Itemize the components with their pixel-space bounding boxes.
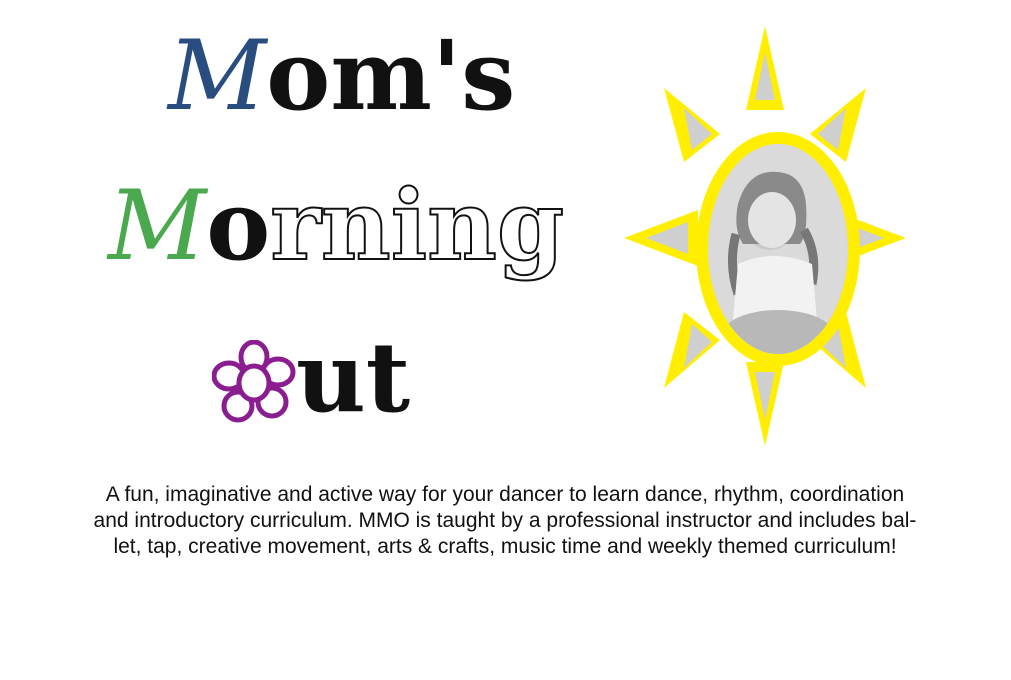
description-line-3: let, tap, creative movement, arts & crafts, music time and weekly themed curriculum! — [113, 535, 897, 558]
title-cap-m-morning: M — [108, 170, 207, 282]
title-letter-o-morning: o — [206, 169, 271, 282]
title-rest-morning: rning — [270, 169, 565, 282]
title-line-out — [212, 321, 411, 434]
flower-o-icon — [212, 340, 296, 426]
title-rest-out: ut — [296, 321, 411, 434]
title-cap-m: M — [168, 20, 267, 132]
title-line-moms — [168, 19, 516, 132]
sun-graphic — [622, 22, 908, 450]
description-line-1: A fun, imaginative and active way for your dancer to learn dance, rhythm, coordination — [105, 483, 905, 506]
title-letter-o: o — [266, 19, 331, 132]
title-rest: m's — [330, 19, 516, 132]
girl-photo — [696, 132, 860, 366]
title-line-morning — [108, 169, 565, 282]
description-line-2: and introductory curriculum. MMO is taught by a professional instructor and includes bal- — [93, 509, 917, 532]
description-text — [10, 482, 1000, 560]
